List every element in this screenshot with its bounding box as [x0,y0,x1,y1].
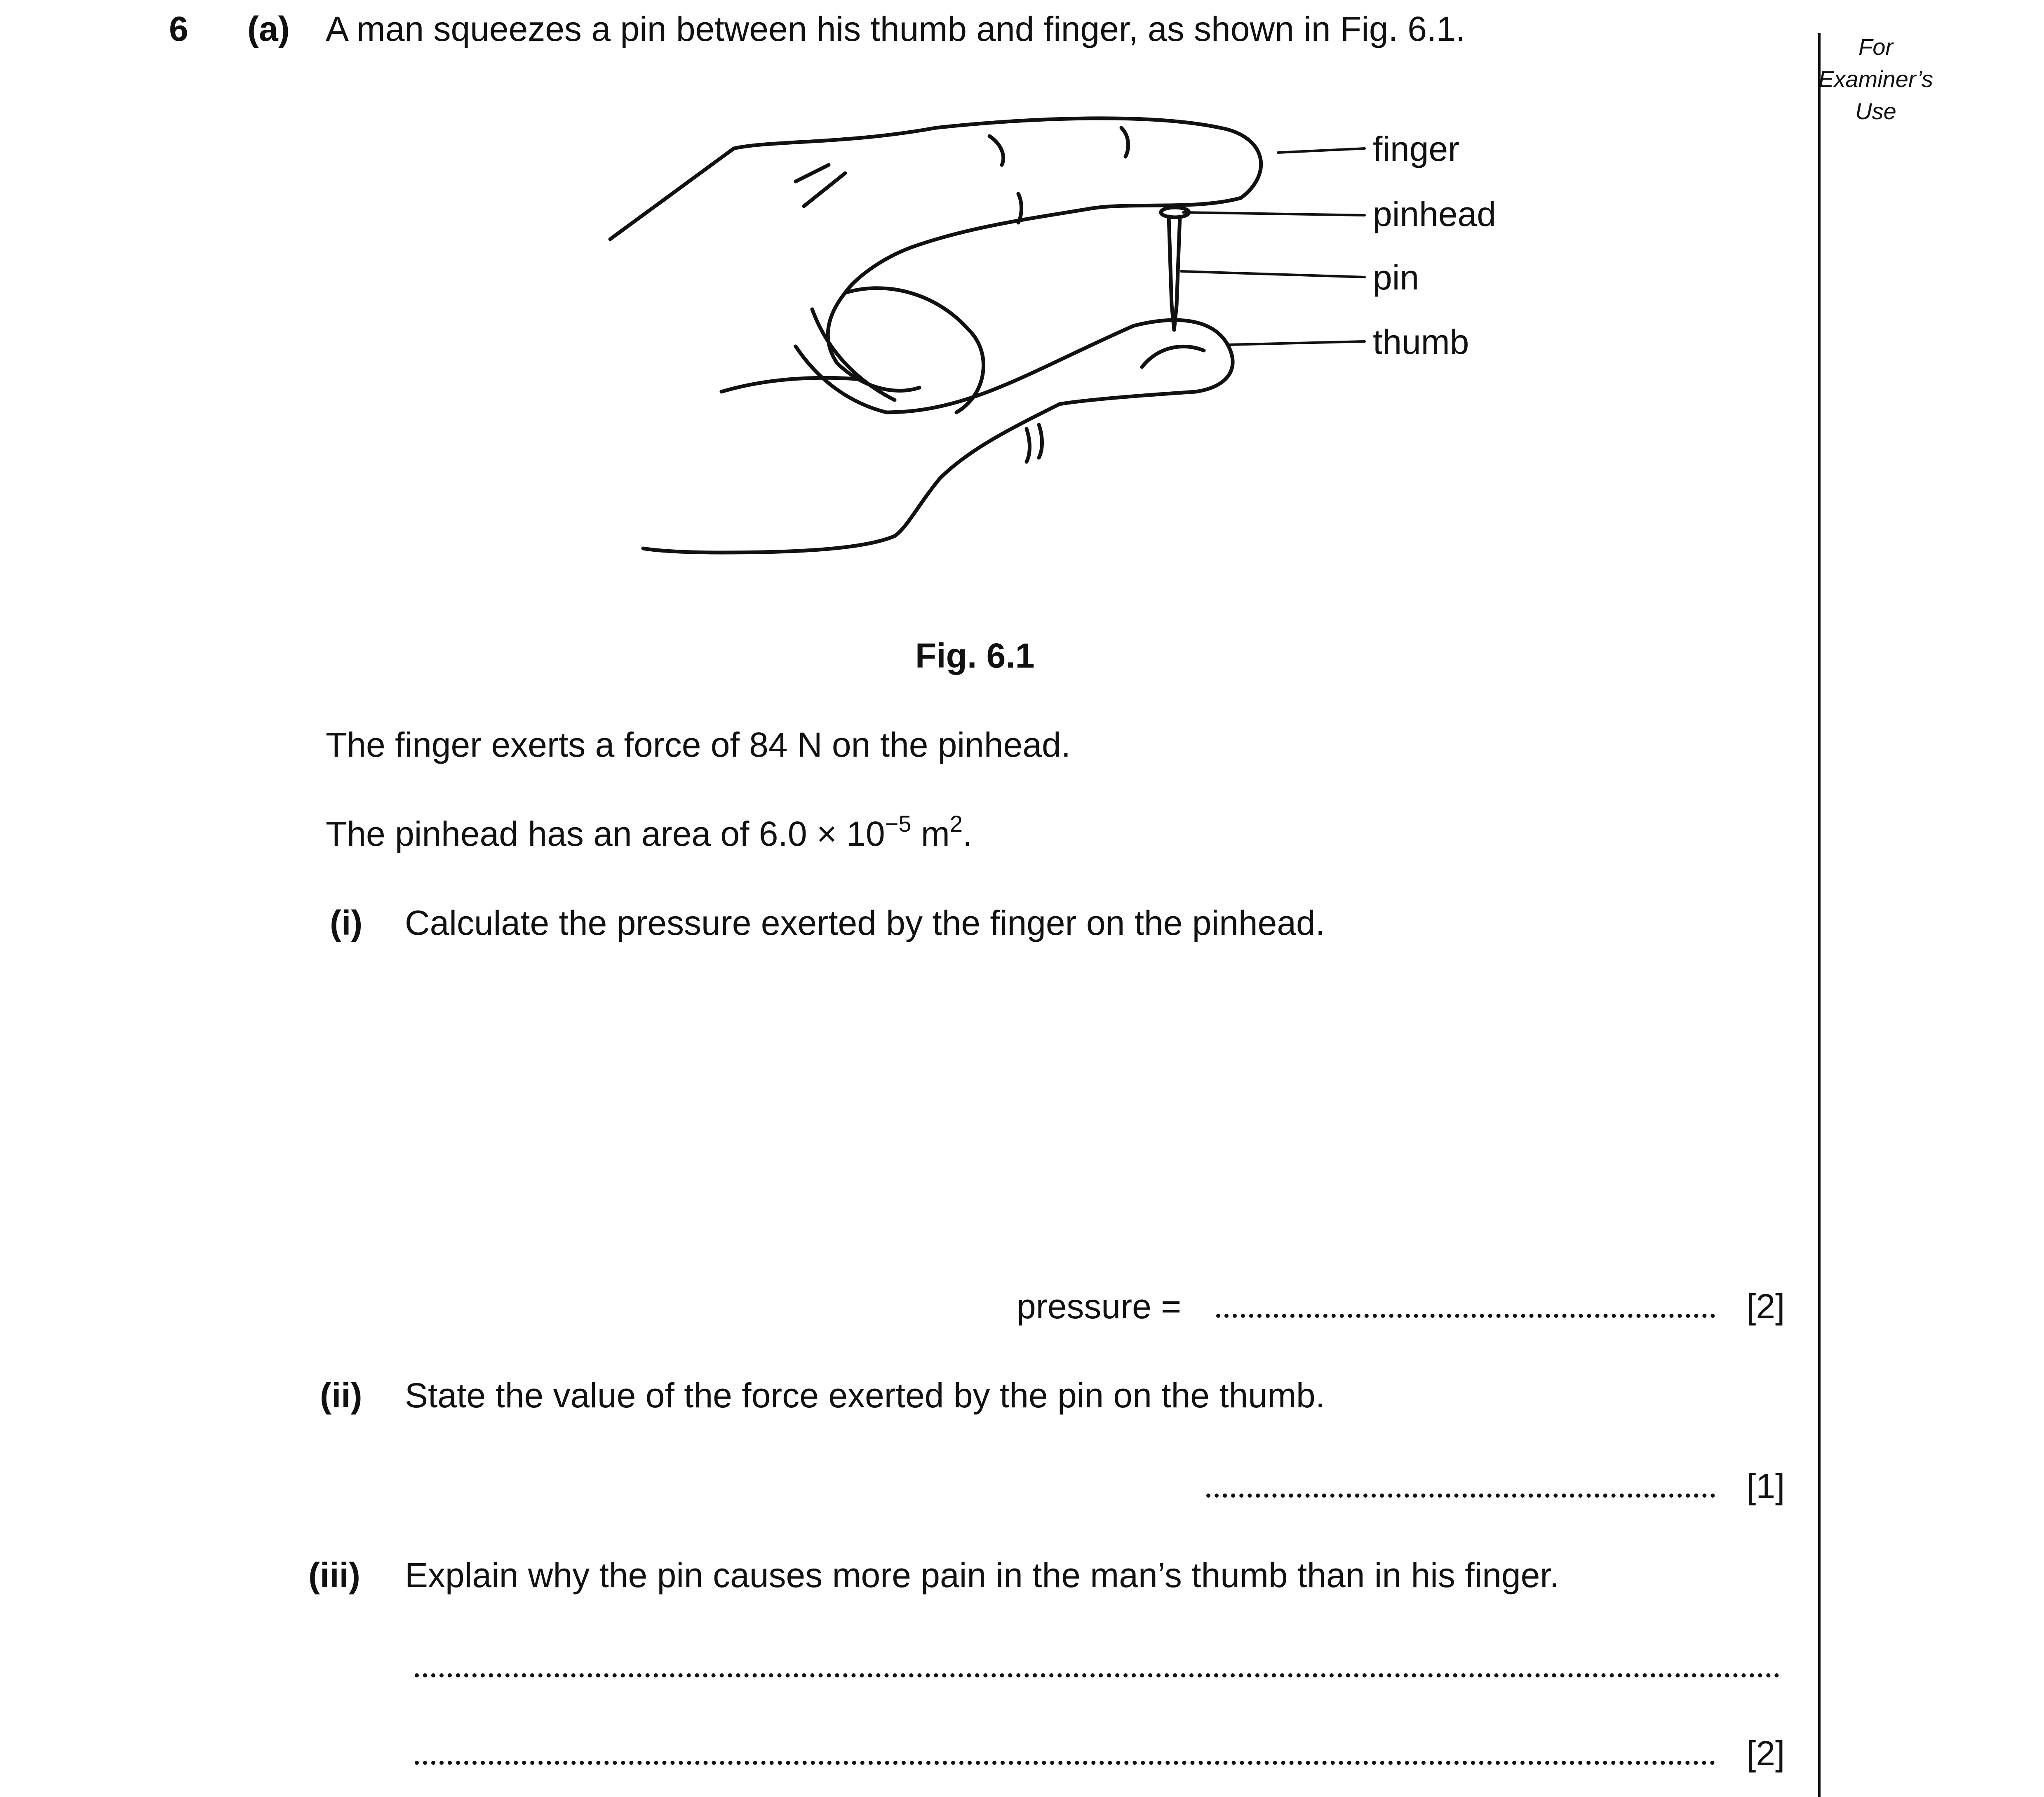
figure-caption: Fig. 6.1 [915,636,1035,675]
force-statement: The finger exerts a force of 84 N on the pinhead. [326,725,1071,764]
examiner-use-label [1814,31,1938,127]
area-unit: m [911,814,950,853]
pressure-answer-label: pressure = [1017,1287,1182,1326]
figure-6-1 [598,99,1587,577]
examiner-margin-line [1818,33,1821,1797]
curled-finger-3 [812,309,895,400]
crease-6 [1027,429,1030,462]
crease-3 [989,136,1003,165]
part-a-label: (a) [247,9,290,48]
label-pinhead: pinhead [1373,195,1496,233]
explanation-answer-line-2[interactable] [415,1761,1715,1765]
part-ii-text: State the value of the force exerted by the pin on the thumb. [405,1376,1325,1415]
label-pin: pin [1373,258,1419,297]
part-i-marks: [2] [1746,1287,1785,1326]
crease-4 [1121,128,1128,157]
finger-leader-line [1278,148,1365,153]
curled-finger-1 [828,293,919,391]
thumb-outline [886,320,1233,412]
pinhead-leader-line [1183,212,1365,215]
label-finger: finger [1373,129,1460,168]
thumb-leader-line [1229,341,1365,345]
area-statement [326,811,973,853]
crease-7 [1039,425,1042,458]
finger-tip-outline [1092,128,1261,208]
part-ii-label: (ii) [320,1376,362,1415]
part-ii-marks: [1] [1746,1467,1785,1505]
part-i-label: (i) [330,903,363,942]
force-answer-line[interactable] [1206,1494,1715,1498]
examiner-line-2: Examiner’s [1818,66,1934,92]
part-i-text: Calculate the pressure exerted by the finger on the pinhead. [405,903,1325,942]
crease-2 [804,173,845,206]
palm-lower-edge [895,404,1060,536]
crease-1 [796,165,829,181]
part-iii-text: Explain why the pin causes more pain in the man’s thumb than in his finger. [405,1556,1560,1595]
wrist-lower-edge [643,536,895,553]
question-number: 6 [169,9,188,48]
part-a-text: A man squeezes a pin between his thumb and finger, as shown in Fig. 6.1. [326,9,1466,48]
examiner-line-1: For [1858,34,1893,60]
area-prefix: The pinhead has an area of 6.0 × 10 [326,814,885,853]
pressure-answer-line[interactable] [1216,1314,1715,1318]
area-exponent: −5 [885,811,912,837]
label-thumb: thumb [1373,322,1469,361]
pin-shaft [1169,216,1180,330]
area-unit-exponent: 2 [949,811,963,837]
explanation-answer-line-1[interactable] [415,1673,1779,1677]
hand-outline-top [610,118,1220,239]
curled-finger-2 [845,288,984,412]
part-iii-marks: [2] [1746,1734,1785,1773]
hand-pin-drawing [598,99,1587,577]
part-iii-label: (iii) [308,1556,360,1595]
examiner-line-3: Use [1855,98,1896,124]
crease-5 [1018,194,1022,223]
pin-leader-line [1181,271,1365,277]
area-end: . [963,814,973,853]
finger-underside [845,208,1092,293]
palm-crease [721,378,862,392]
thumb-nail [1142,346,1204,367]
